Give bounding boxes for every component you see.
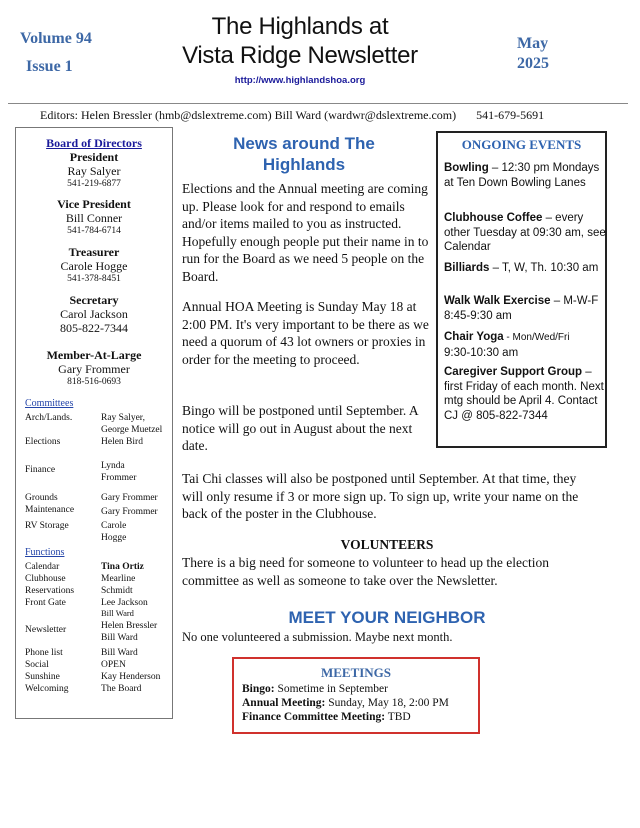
sidebar [15, 127, 173, 719]
officer-phone: 541-219-6877 [67, 179, 121, 189]
function-member: Bill Ward [101, 608, 134, 618]
event-walk-exercise [444, 294, 606, 323]
committee-name: RV Storage [25, 521, 69, 531]
event-time: 9:30-10:30 am [444, 346, 519, 359]
news-heading: News around The Highlands [233, 134, 375, 174]
function-name: Welcoming [25, 684, 69, 694]
officer-name: Gary Frommer [58, 362, 130, 376]
meeting-label: Annual Meeting: [242, 697, 326, 709]
meeting-label: Finance Committee Meeting: [242, 711, 386, 723]
editors-text: Editors: Helen Bressler (hmb@dslextreme.com) Bill Ward (wardwr@dslextreme.com) [40, 108, 457, 122]
event-details: – T, W, Th. 10:30 am [489, 262, 599, 274]
event-name: Bowling [444, 162, 489, 174]
meetings-box [232, 657, 480, 734]
committee-name: Finance [25, 465, 56, 475]
event-clubhouse-coffee [444, 211, 606, 255]
board-of-directors-heading: Board of Directors [46, 136, 142, 150]
officer-name: Bill Conner [65, 211, 123, 225]
function-name: Phone list [25, 648, 63, 658]
function-member: Tina Ortiz [101, 562, 144, 572]
officer-title: Vice President [57, 197, 131, 211]
function-name: Calendar [25, 562, 60, 572]
function-member: Kay Henderson [101, 672, 161, 682]
officer-secretary [16, 293, 172, 335]
officer-president [16, 150, 172, 190]
committee-name: Arch/Lands. [25, 413, 73, 423]
committee-member: Ray Salyer, [101, 413, 145, 423]
function-member: Mearline [101, 574, 136, 584]
officer-title: Secretary [69, 293, 119, 307]
officer-name: Carol Jackson [60, 307, 128, 321]
meeting-label: Bingo: [242, 683, 275, 695]
committees-heading: Committees [25, 398, 74, 409]
event-billiards [444, 261, 606, 276]
committee-member: George Muetzel [101, 425, 163, 435]
title-line-1: The Highlands at [211, 13, 389, 40]
event-details: – every other Tuesday at 09:30 am, see Calendar [444, 212, 606, 253]
committee-name: Elections [25, 437, 61, 447]
volunteers-heading: VOLUNTEERS [340, 537, 434, 552]
function-name: Newsletter [25, 625, 67, 635]
event-name: Caregiver Support Group [444, 366, 583, 378]
ongoing-events-heading: ONGOING EVENTS [461, 137, 582, 152]
meetings-heading: MEETINGS [320, 665, 392, 680]
bingo-paragraph: Bingo will be postponed until September. A notice will go out in August about the next date. [182, 403, 418, 453]
function-name: Front Gate [25, 598, 66, 608]
event-name: Chair Yoga [444, 331, 504, 343]
tai-chi-paragraph: Tai Chi classes will also be postponed until September. At that time, they will only resume if 3 or more sign up. To sign up, write your name on the back of the poster in the Clubhouse. [182, 471, 579, 521]
editors-line [40, 108, 544, 123]
event-name: Walk Walk Exercise [444, 295, 551, 307]
newsletter-title [150, 12, 450, 70]
event-bowling [444, 161, 606, 190]
function-member: Schmidt [101, 586, 133, 596]
header-divider [8, 103, 628, 104]
function-member: Bill Ward [101, 648, 138, 658]
elections-paragraph: Elections and the Annual meeting are coming up. Please look for and respond to emails and/or items mailed to you as instructed. Hopefully enough people put their name in to run for the Board as we need 5 people on the Board. [182, 181, 429, 284]
event-chair-yoga [444, 330, 606, 360]
event-details: – 12:30 pm Mondays at Ten Down Bowling Lanes [444, 162, 600, 189]
officer-phone: 541-784-6714 [67, 226, 121, 236]
editors-phone: 541-679-5691 [476, 108, 545, 122]
function-member: Bill Ward [101, 633, 138, 643]
committee-name: Maintenance [25, 505, 75, 515]
issue-info [20, 30, 92, 76]
officer-title: President [69, 150, 119, 164]
issue-date [517, 34, 549, 74]
functions-heading: Functions [25, 547, 65, 558]
function-name: Social [25, 660, 49, 670]
committee-name: Grounds [25, 493, 58, 503]
title-line-2: Vista Ridge Newsletter [182, 42, 418, 69]
officer-treasurer [16, 245, 172, 285]
meet-your-neighbor-paragraph: No one volunteered a submission. Maybe next month. [182, 630, 453, 644]
board-heading [16, 136, 172, 150]
officer-name: Carole Hogge [60, 259, 128, 273]
event-details: – first Friday of each month. Next mtg should be April 4. Contact CJ @ 805-822-7344 [444, 366, 604, 422]
event-days: - Mon/Wed/Fri [503, 332, 570, 343]
website-link[interactable]: http://www.highlandshoa.org [234, 75, 366, 86]
volunteers-paragraph: There is a big need for someone to volunteer to head up the election committee as well as someone to take over the Newsletter. [182, 555, 549, 588]
officer-title: Member-At-Large [46, 348, 142, 362]
officer-title: Treasurer [68, 245, 120, 259]
officer-phone: 818-516-0693 [67, 377, 121, 387]
officer-vice-president [16, 197, 172, 237]
function-member: The Board [101, 684, 142, 694]
meeting-annual [242, 697, 478, 711]
volume-label: Volume 94 [20, 30, 92, 47]
meeting-finance [242, 711, 478, 725]
event-name: Billiards [444, 262, 490, 274]
meeting-value: TBD [385, 711, 411, 723]
event-caregiver-support [444, 365, 606, 423]
function-name: Reservations [25, 586, 75, 596]
meeting-bingo [242, 683, 478, 697]
committee-member: Lynda [101, 461, 125, 471]
function-name: Sunshine [25, 672, 60, 682]
committee-member: Gary Frommer [101, 493, 158, 503]
meet-your-neighbor-heading: MEET YOUR NEIGHBOR [288, 608, 486, 627]
event-name: Clubhouse Coffee [444, 212, 543, 224]
function-member: Helen Bressler [101, 621, 158, 631]
committee-member: Frommer [101, 473, 137, 483]
issue-month: May [517, 35, 549, 52]
meeting-value: Sunday, May 18, 2:00 PM [325, 697, 449, 709]
officer-name: Ray Salyer [67, 164, 121, 178]
ongoing-events-box [436, 131, 607, 448]
annual-meeting-paragraph: Annual HOA Meeting is Sunday May 18 at 2:00 PM. It's very important to be there as we need a quorum of 43 lot owners or proxies in order for the meeting to proceed. [182, 299, 429, 367]
issue-year: 2025 [517, 55, 549, 72]
issue-label: Issue 1 [26, 58, 73, 75]
committee-member: Gary Frommer [101, 507, 158, 517]
function-name: Clubhouse [25, 574, 66, 584]
committee-member: Helen Bird [101, 437, 143, 447]
officer-member-at-large [16, 348, 172, 388]
event-details: – M-W-F 8:45-9:30 am [444, 295, 599, 322]
meeting-value: Sometime in September [274, 683, 388, 695]
officer-phone: 805-822-7344 [60, 321, 128, 335]
committee-member: Carole [101, 521, 127, 531]
committee-member: Hogge [101, 533, 127, 543]
function-member: OPEN [101, 660, 126, 670]
officer-phone: 541-378-8451 [67, 274, 121, 284]
function-member: Lee Jackson [101, 598, 148, 608]
